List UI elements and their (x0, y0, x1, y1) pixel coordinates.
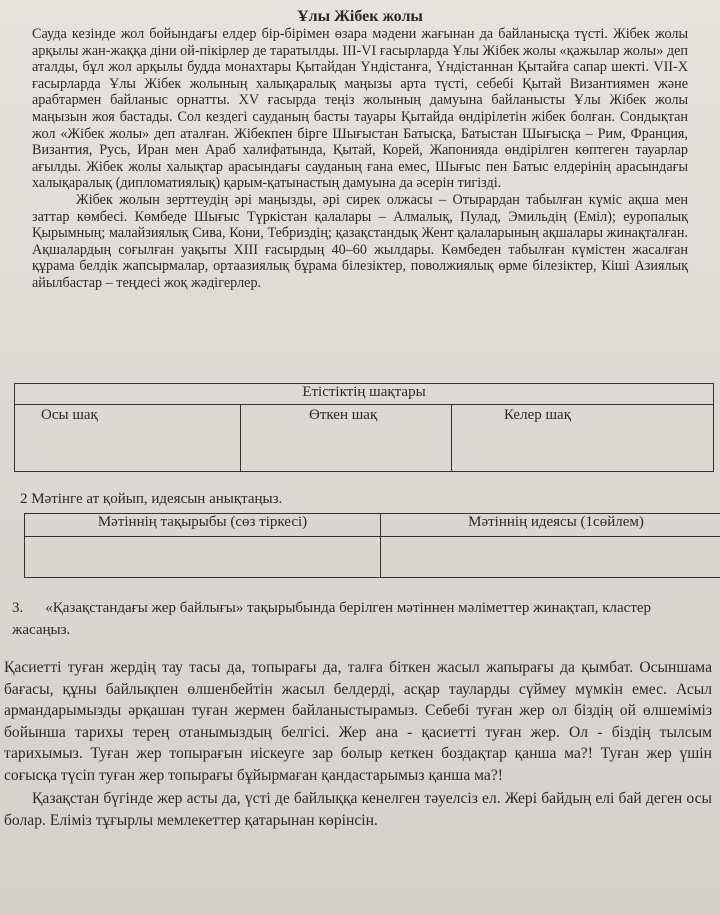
future-tense-label: Келер шақ (504, 407, 571, 423)
verb-tenses-table (14, 383, 714, 472)
task-3-number: 3. (12, 600, 24, 616)
text-idea-header: Мәтіннің идеясы (1сөйлем) (381, 514, 720, 537)
task-2-instruction: 2 Мәтінге ат қойып, идеясын анықтаңыз. (20, 491, 283, 507)
paragraph: Сауда кезінде жол бойындағы елдер бір-бірімен өзара мәдени жағынан да байланысқа түсті. Жібек жолы арқылы жан-жаққа діни ой-пікірлер де таратылды. III-VI ғасырларда Ұлы Жібек жолы «қажылар жолы» деп аталды, бұл жол арқылы будда монахтары Қытайдан Үндістанға, Үндістаннан Қытайға сапар шекті. VII-X ғасырларда Ұлы Жібек жолының халықаралық маңызы арта түсті, себебі Қытай Византиямен және арабтармен байланыс орнатты. XV ғасырда теңіз жолының дамуына байланысты Ұлы Жібек жолы маңызын жоя бастады. Сол кездегі сауданың басты тауары Қытайда өндірілетін жібек болған. Сондықтан жол «Жібек жолы» деп аталған. Жібекпен бірге Шығыстан Батысқа, Батыстан Шығысқа – Рим, Франция, Византия, Русь, Иран мен Араб халифатында, Қытай, Корей, Жапонияда өндірілген көптеген тауарлар ағылды. Жібек жолы халықтар арасындағы сауданың ғана емес, Шығыс пен Батыс елдерінің арасындағы халықаралық (дипломатиялық) қарым-қатынастың дамуына да әсерін тигізді. (32, 26, 688, 192)
text-topic-answer-cell[interactable] (25, 537, 381, 578)
past-tense-cell[interactable] (241, 405, 452, 472)
task-3-text: «Қазақстандағы жер байлығы» тақырыбында берілген мәтіннен мәліметтер жинақтап, кластер жасаңыз. (12, 600, 652, 638)
paragraph: Жібек жолын зерттеудің әрі маңызды, әрі сирек олжасы – Отырардан табылған күміс ақша мен заттар көмбесі. Көмбеде Шығыс Түркістан қалалары – Алмалық, Пулад, Эмильдің (Еміл); еуропалық Қырымның; малайзиялық Сива, Кони, Тебриздің; қазақстандық Жент қалаларының ақшалары жинақталған. Ақшалардың соғылған уақыты XIII ғасырдың 40–60 жылдары. Көмбеден табылған күмістен жасалған құрама белдік жапсырмалар, ортаазиялық бұрама білезіктер, поволжиялық өрме білезіктер, Кіші Азиялық айылбастар – теңдесі жоқ жәдігерлер. (32, 191, 688, 291)
past-tense-label: Өткен шақ (309, 407, 378, 423)
reading-text-silk-road (32, 26, 688, 292)
paragraph: Қазақстан бүгінде жер асты да, үсті де байлыққа кенелген тәуелсіз ел. Жері байдың елі бай деген осы болар. Еліміз тұғырлы мемлекеттер қатарынан көрінсін. (4, 790, 712, 829)
verb-tenses-header: Етістіктің шақтары (15, 384, 714, 405)
future-tense-cell[interactable] (452, 405, 714, 472)
page-title: Ұлы Жібек жолы (297, 8, 423, 25)
paragraph: Қасиетті туған жердің тау тасы да, топырағы да, талға біткен жасыл жапырағы да қымбат. Осыншама бағасы, құны байлықпен өлшенбейтін жасыл белдерді, асқар тауларды сүймеу мүмкін емес. Асыл армандарымызды әрқашан туған жермен байланыстырамыз. Себебі туған жер ол біздің ой өлшеміміз бойынша тарихы терең отанымыздың белгісі. Жер ана - қасиетті туған жер. Ол - біздің тылсым тарихымыз. Туған жер топырағын иіскеуге зар болыр кеткен боздақтар қанша ма?! Туған жер үшін соғысқа түсіп туған жер топырағы бұйырмаған қандастарымыз қанша ма?! (4, 659, 712, 784)
present-tense-cell[interactable] (15, 405, 241, 472)
present-tense-label: Осы шақ (41, 407, 98, 423)
title-idea-table (24, 513, 720, 578)
reading-text-native-land (4, 657, 712, 831)
task-3-instruction (12, 597, 652, 641)
text-idea-answer-cell[interactable] (381, 537, 720, 578)
text-topic-header: Мәтіннің тақырыбы (сөз тіркесі) (25, 514, 381, 537)
